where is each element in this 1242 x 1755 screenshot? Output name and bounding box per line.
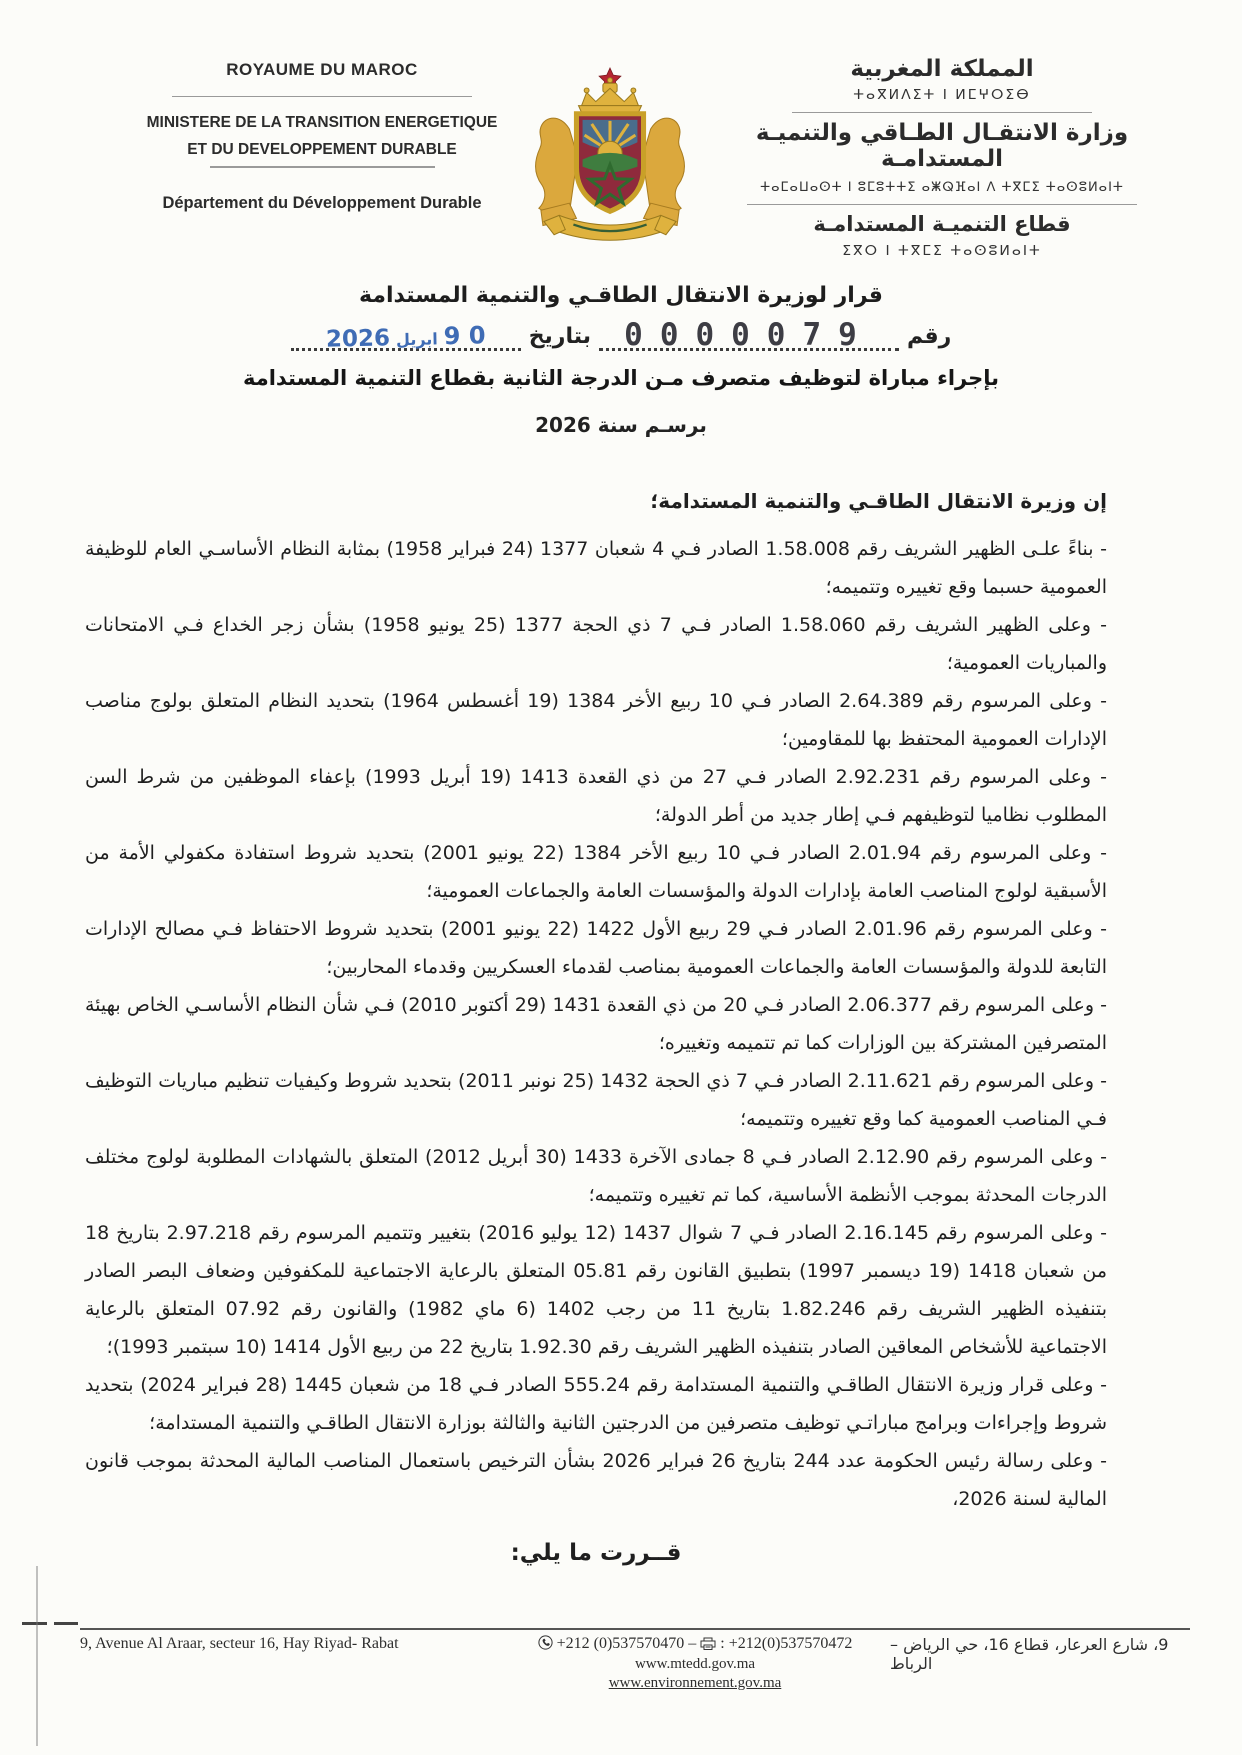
phone-icon bbox=[538, 1635, 553, 1650]
decree-year: برسـم سنة 2026 bbox=[535, 413, 707, 437]
citation-paragraph: - وعلى المرسوم رقم 2.12.90 الصادر فـي 8 جمادى الآخرة 1433 (30 أبريل 2012) المتعلق بالشهادات المطلوبة لولوج مختلف الدرجات المحدثة بموجب الأنظمة الأساسية، كما تم تغييره وتتميمه؛ bbox=[85, 1146, 1107, 1206]
scan-margin-dashes bbox=[22, 1622, 78, 1625]
citation-paragraph: - وعلى الظهير الشريف رقم 1.58.060 الصادر فـي 7 ذي الحجة 1377 (25 يونيو 1958) بشأن زجر الخداع فـي الامتحانات والمباريات العمومية؛ bbox=[85, 614, 1107, 674]
phone-number: +212 (0)537570470 bbox=[556, 1635, 685, 1652]
date-stamp-year: 2026 bbox=[325, 325, 391, 353]
kingdom-title-fr: ROYAUME DU MAROC bbox=[226, 60, 418, 79]
department-name-fr: Département du Développement Durable bbox=[162, 194, 482, 212]
intro-line: إن وزيرة الانتقال الطاقـي والتنمية المستدامة؛ bbox=[650, 489, 1107, 513]
divider bbox=[747, 204, 1137, 205]
moroccan-coat-of-arms-icon bbox=[528, 66, 692, 254]
decree-title: قرار لوزيرة الانتقال الطاقـي والتنمية المستدامة bbox=[359, 283, 883, 308]
number-label: رقم bbox=[906, 324, 952, 349]
fax-number: : +212(0)537570472 bbox=[720, 1635, 853, 1652]
footer-contact bbox=[538, 1635, 853, 1692]
citation-paragraph: - وعلى المرسوم رقم 2.92.231 الصادر فـي 27 من ذي القعدة 1413 (19 أبريل 1993) بإعفاء الموظفين من شرط السن المطلوب نظاميا لتوظيفهم فـي إطار جديد من أطر الدولة؛ bbox=[85, 766, 1108, 826]
decree-number-stamp: 0000079 bbox=[624, 317, 874, 353]
separator-dash: – bbox=[688, 1635, 697, 1652]
citation-paragraph: - وعلى المرسوم رقم 2.11.621 الصادر فـي 7 ذي الحجة 1432 (25 نونبر 2011) بتحديد شروط وكيفيات تنظيم مباريات التوظيف فـي المناصب العمومية كما وقع تغييره وتتميمه؛ bbox=[85, 1070, 1107, 1130]
kingdom-title-ar: المملكة المغربية bbox=[850, 56, 1034, 82]
fax-icon bbox=[700, 1637, 716, 1650]
citation-paragraph: - وعلى المرسوم رقم 2.01.94 الصادر فـي 10 ربيع الأخر 1384 (22 يونيو 2001) بتحديد شروط استفادة مكفولي الأمة من الأسبقية لولوج المناصب العامة بإدارات الدولة والمؤسسات العامة والجماعات العمومية؛ bbox=[85, 842, 1108, 902]
decree-title-block bbox=[0, 283, 1242, 437]
decree-subject: بإجراء مباراة لتوظيف متصرف مـن الدرجة الثانية بقطاع التنمية المستدامة bbox=[242, 366, 999, 390]
header-arabic bbox=[692, 56, 1192, 259]
footer bbox=[80, 1628, 1190, 1692]
date-stamp-month: ابريل bbox=[395, 329, 438, 350]
divider bbox=[172, 96, 472, 97]
citation-paragraph: - وعلى المرسوم رقم 2.16.145 الصادر فـي 7 شوال 1437 (12 يوليو 2016) بتغيير وتتميم المرسوم رقم 2.97.218 بتاريخ 18 من شعبان 1418 (19 ديسمبر 1997) بتطبيق القانون رقم 05.81 المتعلق بالرعاية الاجتماعية للمكفوفين وضعاف البصر الصادر بتنفيذه الظهير الشريف رقم 1.82.246 بتاريخ 11 من رجب 1402 (6 ماي 1982) والقانون رقم 07.92 المتعلق بالرعاية الاجتماعية للأشخاص المعاقين الصادر بتنفيذه الظهير الشريف رقم 1.92.30 بتاريخ 22 من ربيع الأول 1414 (10 سبتمبر 1993)؛ bbox=[85, 1222, 1108, 1358]
scan-edge-artifact bbox=[36, 1566, 38, 1746]
website-environnement: www.environnement.gov.ma bbox=[608, 1675, 782, 1691]
divider bbox=[210, 166, 435, 168]
website-mtedd: www.mtedd.gov.ma bbox=[634, 1656, 756, 1672]
date-dotted-line bbox=[291, 320, 521, 351]
phone-fax-line bbox=[538, 1635, 853, 1653]
address-arabic: 9، شارع العرعار، قطاع 16، حي الرياض – الرباط bbox=[890, 1635, 1169, 1673]
kingdom-title-tifinagh: ⵜⴰⴳⵍⴷⵉⵜ ⵏ ⵍⵎⵖⵔⵉⴱ bbox=[853, 87, 1031, 103]
divider bbox=[792, 112, 1092, 113]
date-stamp-day: 0 9 bbox=[443, 321, 486, 351]
decision-heading: قــررت ما يلي: bbox=[510, 1540, 682, 1566]
number-dotted-line bbox=[599, 312, 899, 351]
ministry-name-ar: وزارة الانتقـال الطـاقي والتنميـة المستدامـة bbox=[755, 120, 1129, 172]
address-french: 9, Avenue Al Araar, secteur 16, Hay Riyad- Rabat bbox=[80, 1635, 399, 1652]
citation-paragraph: - وعلى المرسوم رقم 2.01.96 الصادر فـي 29 ربيع الأول 1422 (22 يونيو 2001) بتحديد شروط الاحتفاظ فـي مصالح الإدارات التابعة للدولة والمؤسسات العامة والجماعات العمومية بمناصب لقدماء العسكريين وقدماء المحاربين؛ bbox=[85, 918, 1107, 978]
citation-paragraph: - بناءً علـى الظهير الشريف رقم 1.58.008 الصادر فـي 4 شعبان 1377 (24 فبراير 1958) بمثابة النظام الأساسـي العام للوظيفة العمومية حسبما وقع تغييره وتتميمه؛ bbox=[85, 538, 1108, 598]
ministry-name-fr-line1: MINISTERE DE LA TRANSITION ENERGETIQUE bbox=[146, 114, 498, 131]
decree-body bbox=[85, 482, 1107, 1572]
sector-name-tifinagh: ⵉⴳⵔ ⵏ ⵜⴳⵎⵉ ⵜⴰⵙⵓⵍⴰⵏⵜ bbox=[842, 243, 1042, 259]
header-french bbox=[112, 60, 532, 213]
sector-name-ar: قطاع التنميـة المستدامـة bbox=[813, 212, 1071, 236]
decree-number-row bbox=[0, 312, 1242, 351]
citation-paragraph: - وعلى رسالة رئيس الحكومة عدد 244 بتاريخ 26 فبراير 2026 بشأن الترخيص باستعمال المناصب المالية المحدثة بموجب قانون المالية لسنة 2026، bbox=[85, 1450, 1107, 1510]
date-stamp bbox=[326, 321, 486, 352]
ministry-name-fr-line2: ET DU DEVELOPPEMENT DURABLE bbox=[187, 141, 457, 158]
citation-paragraph: - وعلى المرسوم رقم 2.06.377 الصادر فـي 20 من ذي القعدة 1431 (29 أكتوبر 2010) فـي شأن النظام الأساسـي الخاص بهيئة المتصرفين المشتركة بين الوزارات كما تم تتميمه وتغييره؛ bbox=[85, 994, 1108, 1054]
ministry-name-tifinagh: ⵜⴰⵎⴰⵡⴰⵙⵜ ⵏ ⵓⵎⵓⵜⵜⵉ ⴰⵥⵕⴼⴰⵏ ⴷ ⵜⴳⵎⵉ ⵜⴰⵙⵓⵍⴰⵏⵜ bbox=[760, 180, 1124, 195]
date-label: بتاريخ bbox=[528, 324, 591, 349]
citation-paragraph: - وعلى قرار وزيرة الانتقال الطاقـي والتنمية المستدامة رقم 555.24 الصادر فـي 18 من شعبان 1445 (28 فبراير 2024) بتحديد شروط وإجراءات وبرامج مباراتـي توظيف متصرفين من الدرجتين الثانية والثالثة بوزارة الانتقال الطاقـي والتنمية المستدامة؛ bbox=[85, 1374, 1107, 1434]
citation-paragraph: - وعلى المرسوم رقم 2.64.389 الصادر فـي 10 ربيع الأخر 1384 (19 أغسطس 1964) بتحديد النظام المتعلق بولوج مناصب الإدارات العمومية المحتفظ بها للمقاومين؛ bbox=[85, 690, 1108, 750]
